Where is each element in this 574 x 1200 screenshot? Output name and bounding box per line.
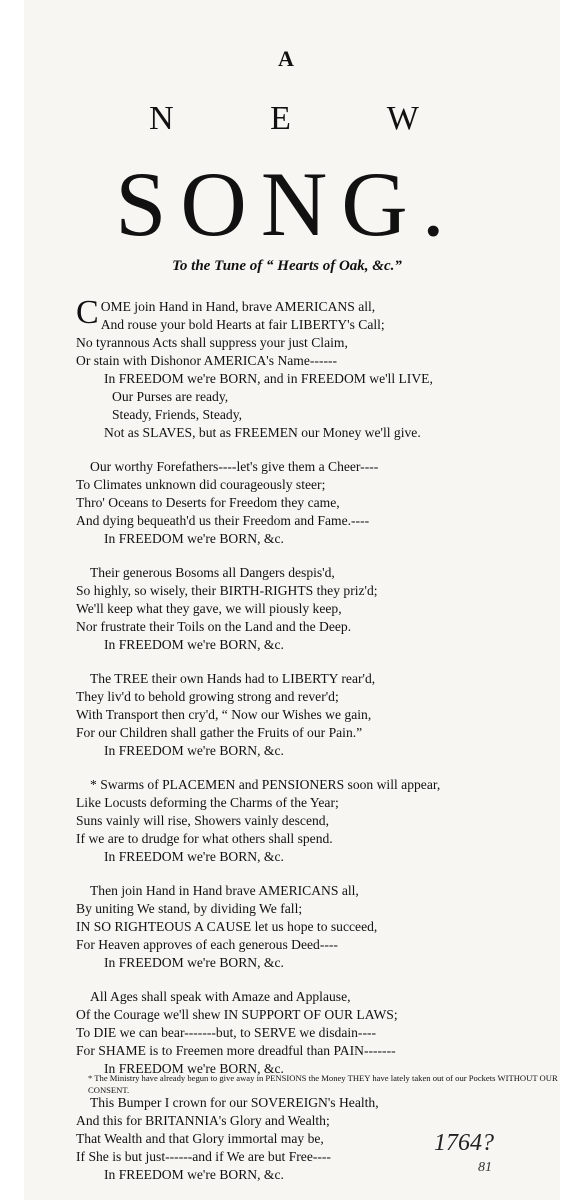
refrain-line: In FREEDOM we're BORN, &c. xyxy=(104,743,284,758)
refrain-line: In FREEDOM we're BORN, &c. xyxy=(104,1061,284,1076)
verse-line: And rouse your bold Hearts at fair LIBERTY's Call; xyxy=(100,317,385,332)
title-noun: SONG. xyxy=(115,153,459,255)
verse-line: * Swarms of PLACEMEN and PENSIONERS soon will appear, xyxy=(90,777,441,792)
tune-line: To the Tune of “ Hearts of Oak, &c.” xyxy=(172,258,402,274)
refrain-line: In FREEDOM we're BORN, &c. xyxy=(104,531,284,546)
stanza-4 xyxy=(76,670,546,760)
verse-line: Their generous Bosoms all Dangers despis'd, xyxy=(90,565,335,580)
verse-line: Like Locusts deforming the Charms of the Year; xyxy=(76,795,339,810)
refrain-line: In FREEDOM we're BORN, &c. xyxy=(104,637,284,652)
refrain-line: In FREEDOM we're BORN, and in FREEDOM we'll LIVE, xyxy=(104,371,433,386)
verse-line: And this for BRITANNIA's Glory and Wealth; xyxy=(76,1113,330,1128)
verse-line: And dying bequeath'd us their Freedom and Fame.---- xyxy=(76,513,370,528)
verse-line: To DIE we can bear-------but, to SERVE we disdain---- xyxy=(76,1025,377,1040)
stanza-7 xyxy=(76,988,546,1078)
stanza-5 xyxy=(76,776,546,866)
verse-line: Of the Courage we'll shew IN SUPPORT OF OUR LAWS; xyxy=(76,1007,398,1022)
verse-line: All Ages shall speak with Amaze and Applause, xyxy=(90,989,351,1004)
verse-line: This Bumper I crown for our SOVEREIGN's Health, xyxy=(90,1095,379,1110)
verse-line: If we are to drudge for what others shall spend. xyxy=(76,831,333,846)
verse-line: If She is but just------and if We are but Free---- xyxy=(76,1149,331,1164)
verses xyxy=(76,294,546,1200)
title-adjective: N E W xyxy=(149,100,463,137)
verse-line: For SHAME is to Freemen more dreadful than PAIN------- xyxy=(76,1043,396,1058)
verse-line: Our Purses are ready, xyxy=(112,389,229,404)
stanza-3 xyxy=(76,564,546,654)
footnote: * The Ministry have already begun to give away in PENSIONS the Money THEY have lately taken out of our Pockets WITHOUT OUR CONSENT. xyxy=(88,1073,558,1095)
verse-line: By uniting We stand, by dividing We fall; xyxy=(76,901,303,916)
title-article: A xyxy=(278,46,296,71)
verse-line: Our worthy Forefathers----let's give them a Cheer---- xyxy=(90,459,379,474)
verse-line: So highly, so wisely, their BIRTH-RIGHTS they priz'd; xyxy=(76,583,378,598)
verse-line: IN SO RIGHTEOUS A CAUSE let us hope to succeed, xyxy=(76,919,378,934)
verse-line: The TREE their own Hands had to LIBERTY rear'd, xyxy=(90,671,376,686)
verse-line: OME join Hand in Hand, brave AMERICANS all, xyxy=(100,299,376,314)
handwritten-year: 1764? xyxy=(434,1130,494,1156)
verse-line: No tyrannous Acts shall suppress your just Claim, xyxy=(76,335,348,350)
verse-line: With Transport then cry'd, “ Now our Wishes we gain, xyxy=(76,707,372,722)
verse-line: Suns vainly will rise, Showers vainly descend, xyxy=(76,813,329,828)
verse-line: For Heaven approves of each generous Deed---- xyxy=(76,937,338,952)
verse-line: Thro' Oceans to Deserts for Freedom they came, xyxy=(76,495,340,510)
stanza-1 xyxy=(76,294,546,442)
verse-line: That Wealth and that Glory immortal may be, xyxy=(76,1131,324,1146)
verse-line: Not as SLAVES, but as FREEMEN our Money we'll give. xyxy=(104,425,421,440)
verse-line: Then join Hand in Hand brave AMERICANS all, xyxy=(90,883,359,898)
handwritten-number: 81 xyxy=(478,1160,492,1175)
stanza-2 xyxy=(76,458,546,548)
refrain-line: In FREEDOM we're BORN, &c. xyxy=(104,849,284,864)
verse-line: Or stain with Dishonor AMERICA's Name------ xyxy=(76,353,338,368)
verse-line: To Climates unknown did courageously steer; xyxy=(76,477,326,492)
verse-line: Nor frustrate their Toils on the Land and the Deep. xyxy=(76,619,352,634)
verse-line: They liv'd to behold growing strong and rever'd; xyxy=(76,689,339,704)
verse-line: Steady, Friends, Steady, xyxy=(112,407,243,422)
verse-line: For our Children shall gather the Fruits of our Pain.” xyxy=(76,725,363,740)
drop-cap: C xyxy=(76,294,99,331)
stanza-6 xyxy=(76,882,546,972)
verse-line: We'll keep what they gave, we will piously keep, xyxy=(76,601,342,616)
refrain-line: In FREEDOM we're BORN, &c. xyxy=(104,1167,284,1182)
refrain-line: In FREEDOM we're BORN, &c. xyxy=(104,955,284,970)
